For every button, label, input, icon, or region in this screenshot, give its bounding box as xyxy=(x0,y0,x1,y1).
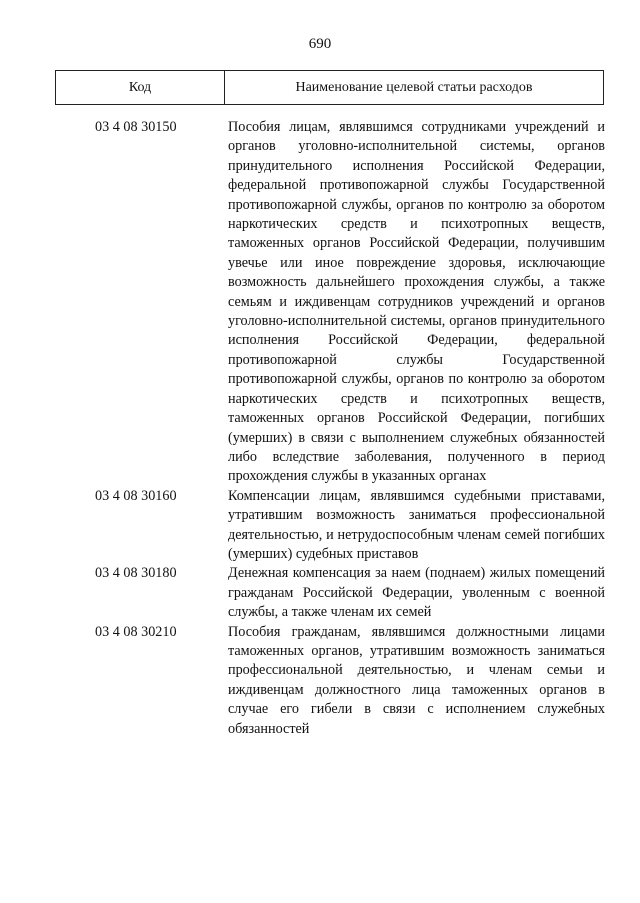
expense-items-list xyxy=(95,118,605,739)
row-code: 03 4 08 30150 xyxy=(95,119,177,135)
table-row xyxy=(95,118,605,487)
row-description: Денежная компенсация за наем (поднаем) жилых помещений гражданам Российской Федерации, уволенным с военной службы, а также членам их семей xyxy=(228,565,605,621)
table-row xyxy=(95,623,605,739)
row-description: Пособия гражданам, являвшимся должностными лицами таможенных органов, утратившим возможность заниматься профессиональной деятельностью, и членам семьи и иждивенцам должностного лица таможенных органов в случае его гибели в связи с исполнением служебных обязанностей xyxy=(228,623,605,737)
column-header-name: Наименование целевой статьи расходов xyxy=(295,79,533,95)
row-code: 03 4 08 30180 xyxy=(95,565,177,582)
column-header-code: Код xyxy=(56,71,225,104)
row-description: Компенсации лицам, являвшимся судебными приставами, утратившим возможность заниматься профессиональной деятельностью, и нетрудоспособным членам семей погибших (умерших) судебных приставов xyxy=(228,487,605,562)
row-code: 03 4 08 30160 xyxy=(95,487,177,504)
table-row xyxy=(95,564,605,622)
table-row xyxy=(95,487,605,565)
table-header xyxy=(55,70,604,105)
page-number: 690 xyxy=(308,36,332,52)
row-description: Пособия лицам, являвшимся сотрудниками учреждений и органов уголовно-исполнительной системы, органов принудительного исполнения Российской Федерации, федеральной противопожарной службы Государственной противопожарной службы, органов по контролю за оборотом наркотических средств и психотропных веществ, таможенных органов Российской Федерации, получившим увечье или иное повреждение здоровья, исключающие возможность дальнейшего прохождения службы, а также семьям и иждивенцам сотрудников учреждений и органов уголовно-исполнительной системы, органов принудительного исполнения Российской Федерации, федеральной противопожарной службы Государственной противопожарной службы, органов по контролю за оборотом наркотических средств и психотропных веществ, таможенных органов Российской Федерации, погибших (умерших) в связи с выполнением служебных обязанностей либо вследствие заболевания, полученного в период прохождения службы в указанных органах xyxy=(228,119,605,485)
row-code: 03 4 08 30210 xyxy=(95,623,177,640)
